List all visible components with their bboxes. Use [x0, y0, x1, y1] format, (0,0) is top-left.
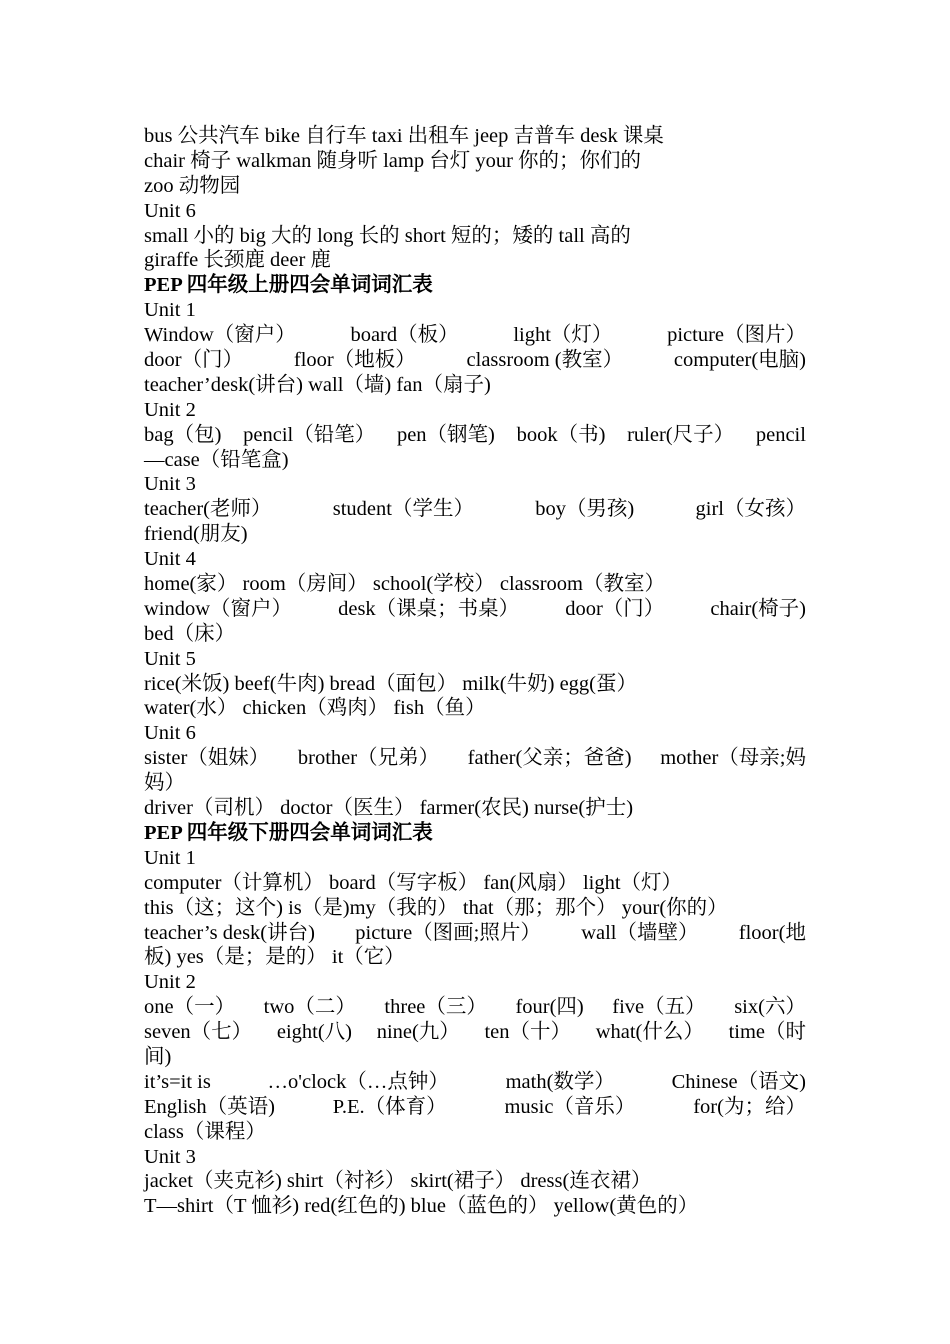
line-13 — [144, 423, 806, 448]
line-5: small 小的 big 大的 long 长的 short 短的；矮的 tall 高的 — [144, 224, 631, 247]
word: pencil（铅笔） — [243, 423, 376, 446]
word: for(为；给） — [693, 1095, 806, 1118]
line-44: T—shirt（T 恤衫) red(红色的) blue（蓝色的） yellow(黄色的） — [144, 1195, 699, 1218]
word: ruler(尺子） — [627, 423, 735, 446]
word: five（五） — [612, 996, 706, 1019]
word: Window（窗户） — [144, 324, 296, 347]
line-41: class（课程） — [144, 1120, 266, 1143]
line-23: rice(米饭) beef(牛肉) bread（面包） milk(牛奶) egg(蛋） — [144, 672, 637, 695]
line-27: 妈） — [144, 772, 185, 795]
unit-3-heading: Unit 3 — [144, 473, 196, 496]
word: four(四) — [515, 996, 584, 1019]
word: one（一） — [144, 996, 236, 1019]
word: pencil — [755, 423, 806, 446]
line-38: 间) — [144, 1045, 172, 1068]
word: classroom (教室） — [466, 349, 624, 372]
section-title-grade4-vol2: PEP 四年级下册四会单词词汇表 — [144, 821, 433, 844]
word: floor(地 — [738, 921, 806, 944]
line-16 — [144, 497, 806, 522]
unit-2-heading: Unit 2 — [144, 398, 196, 421]
line-19: home(家） room（房间） school(学校） classroom（教室） — [144, 573, 665, 596]
word: nine(九） — [376, 1021, 460, 1044]
word: eight(八) — [276, 1021, 353, 1044]
word: Chinese（语文) — [671, 1070, 806, 1093]
line-14: —case（铅笔盒) — [144, 448, 289, 471]
line-20 — [144, 597, 806, 622]
word: girl（女孩） — [695, 498, 806, 521]
line-17: friend(朋友) — [144, 523, 248, 546]
word: two（二） — [263, 996, 356, 1019]
word: chair(椅子) — [710, 597, 806, 620]
word: light（灯） — [513, 324, 613, 347]
word: wall（墙壁） — [581, 921, 699, 944]
unit-3-heading: Unit 3 — [144, 1145, 196, 1168]
line-9 — [144, 323, 806, 348]
word: teacher’s desk(讲台) — [144, 921, 315, 944]
word: boy（男孩) — [535, 498, 635, 521]
line-31: computer（计算机） board（写字板） fan(风扇） light（灯） — [144, 871, 683, 894]
word: window（窗户） — [144, 597, 293, 620]
line-6: giraffe 长颈鹿 deer 鹿 — [144, 249, 331, 272]
line-40 — [144, 1095, 806, 1120]
word: music（音乐） — [504, 1095, 636, 1118]
line-28: driver（司机） doctor（医生） farmer(农民) nurse(护士) — [144, 797, 634, 820]
word: P.E.（体育） — [332, 1095, 447, 1118]
document-page — [144, 124, 806, 1219]
word: mother（母亲;妈 — [660, 747, 806, 770]
word: math(数学） — [505, 1070, 615, 1093]
unit-1-heading: Unit 1 — [144, 299, 196, 322]
word: board（板） — [350, 324, 459, 347]
line-37 — [144, 1020, 806, 1045]
word: six(六） — [734, 996, 806, 1019]
section-title-grade4-vol1: PEP 四年级上册四会单词词汇表 — [144, 274, 433, 297]
line-1: bus 公共汽车 bike 自行车 taxi 出租车 jeep 吉普车 desk 课桌 — [144, 125, 664, 147]
line-36 — [144, 995, 806, 1020]
word: student（学生） — [332, 498, 474, 521]
line-3: zoo 动物园 — [144, 174, 241, 197]
line-10 — [144, 348, 806, 373]
word: three（三） — [384, 996, 487, 1019]
unit-1-heading: Unit 1 — [144, 846, 196, 869]
unit-2-heading: Unit 2 — [144, 971, 196, 994]
unit-6-heading: Unit 6 — [144, 722, 196, 745]
word: it’s=it is — [144, 1070, 211, 1093]
word: computer(电脑) — [673, 349, 806, 372]
line-26 — [144, 746, 806, 771]
line-32: this（这；这个) is（是)my（我的） that（那；那个） your(你的） — [144, 896, 728, 919]
word: book（书) — [516, 423, 606, 446]
line-11: teacher’desk(讲台) wall（墙) fan（扇子) — [144, 373, 491, 396]
line-21: bed（床） — [144, 622, 236, 645]
word: teacher(老师） — [144, 498, 272, 521]
word: floor（地板） — [293, 349, 416, 372]
word: door（门） — [565, 597, 665, 620]
line-33 — [144, 921, 806, 946]
word: door（门） — [144, 349, 244, 372]
word: ten（十） — [484, 1021, 572, 1044]
word: time（时 — [728, 1021, 806, 1044]
word: picture（图片） — [667, 324, 806, 347]
word: desk（课桌；书桌） — [338, 597, 520, 620]
word: seven（七） — [144, 1021, 253, 1044]
word: sister（姐妹） — [144, 747, 270, 770]
word: bag（包) — [144, 423, 222, 446]
word: pen（钢笔) — [396, 423, 495, 446]
line-43: jacket（夹克衫) shirt（衬衫） skirt(裙子） dress(连衣裙） — [144, 1170, 652, 1193]
line-24: water(水） chicken（鸡肉） fish（鱼） — [144, 697, 486, 720]
word: English（英语) — [144, 1095, 275, 1118]
word: picture（图画;照片） — [355, 921, 541, 944]
word: …o'clock（…点钟） — [267, 1070, 449, 1093]
word: brother（兄弟） — [297, 747, 440, 770]
line-39 — [144, 1070, 806, 1095]
line-2: chair 椅子 walkman 随身听 lamp 台灯 your 你的；你们的 — [144, 149, 642, 172]
unit-6-heading: Unit 6 — [144, 199, 196, 222]
line-34: 板) yes（是；是的） it（它） — [144, 946, 405, 969]
word: what(什么） — [595, 1021, 704, 1044]
unit-5-heading: Unit 5 — [144, 647, 196, 670]
word: father(父亲；爸爸) — [467, 747, 632, 770]
unit-4-heading: Unit 4 — [144, 548, 196, 571]
